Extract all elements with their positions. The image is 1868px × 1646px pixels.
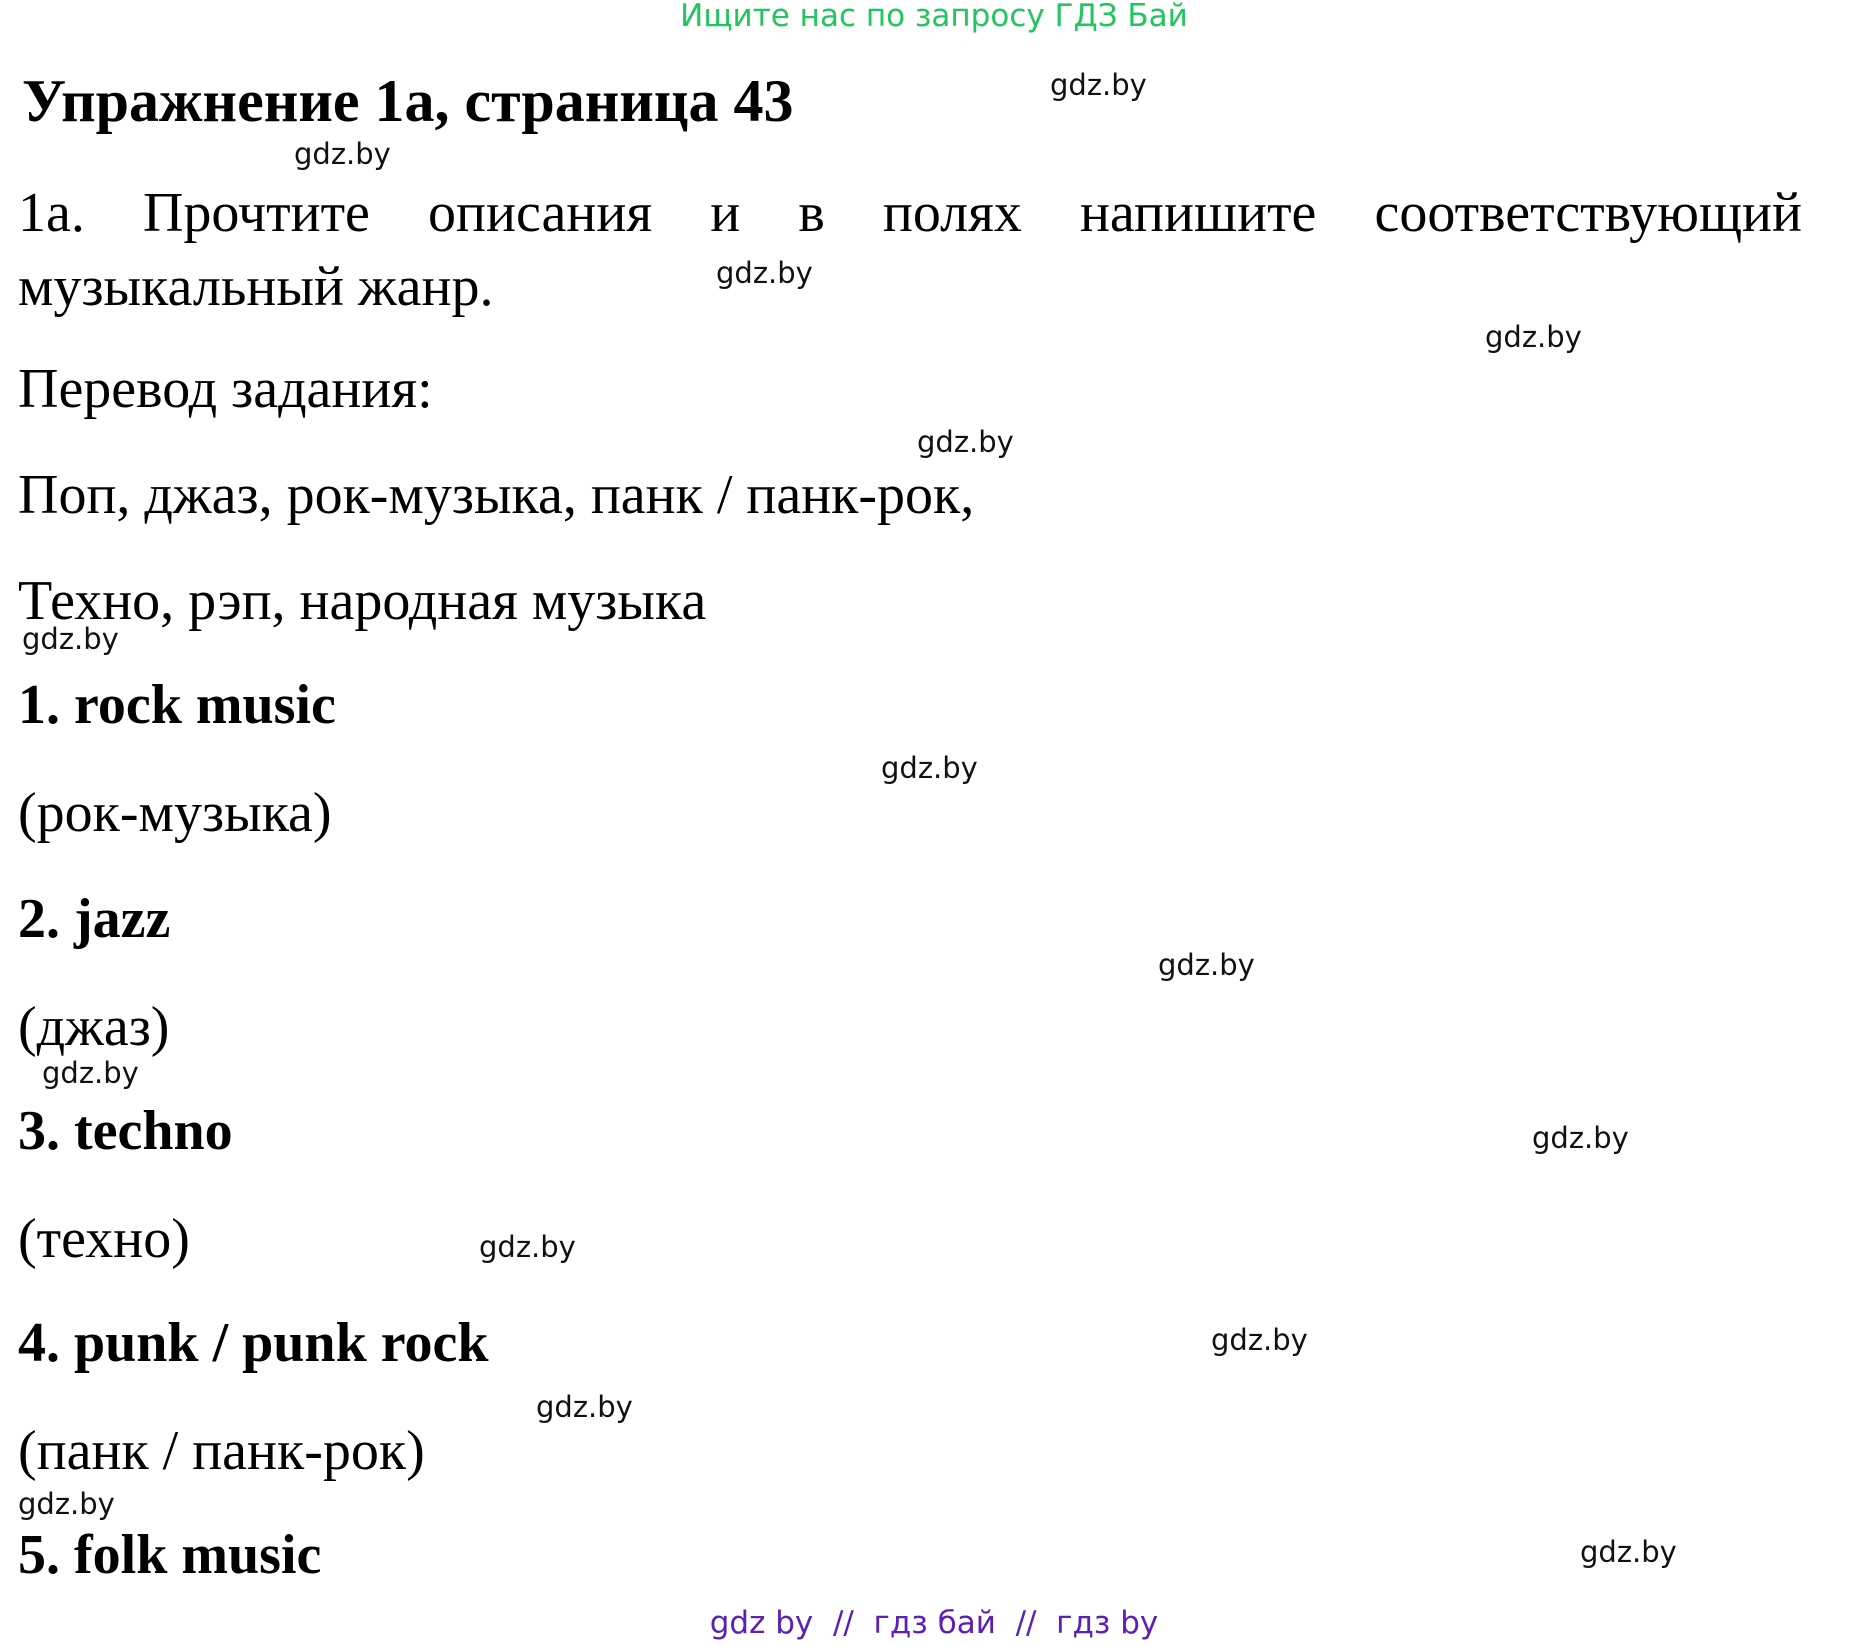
bottom-banner[interactable]: gdz by // гдз бай // гдз by [709,1605,1159,1641]
answer-4-russian: (панк / панк-рок) [18,1420,425,1482]
translation-heading: Перевод задания: [18,358,433,420]
watermark: gdz.by [22,622,119,656]
watermark: gdz.by [1485,320,1582,354]
watermark: gdz.by [479,1230,576,1264]
answer-1-english: 1. rock music [18,674,336,736]
answer-2-russian: (джаз) [18,996,170,1058]
top-banner[interactable]: Ищите нас по запросу ГДЗ Бай [680,0,1188,34]
watermark: gdz.by [18,1487,115,1521]
watermark: gdz.by [536,1390,633,1424]
watermark: gdz.by [1211,1323,1308,1357]
answer-2-english: 2. jazz [18,888,171,950]
answer-1-russian: (рок-музыка) [18,782,332,844]
watermark: gdz.by [294,137,391,171]
watermark: gdz.by [881,751,978,785]
answer-4-english: 4. punk / punk rock [18,1312,489,1374]
watermark: gdz.by [716,256,813,290]
exercise-title: Упражнение 1а, страница 43 [22,68,794,134]
watermark: gdz.by [917,425,1014,459]
watermark: gdz.by [1050,68,1147,102]
watermark: gdz.by [1580,1535,1677,1569]
task-text: 1а. Прочтите описания и в полях напишите соответствующий музыкальный жанр. [18,182,1802,318]
watermark: gdz.by [1532,1121,1629,1155]
watermark: gdz.by [1158,948,1255,982]
translation-line-1: Поп, джаз, рок-музыка, панк / панк-рок, [18,464,975,526]
translation-line-2: Техно, рэп, народная музыка [18,570,707,632]
answer-3-english: 3. techno [18,1100,233,1162]
watermark: gdz.by [42,1056,139,1090]
answer-3-russian: (техно) [18,1208,190,1270]
answer-5-english: 5. folk music [18,1524,322,1586]
